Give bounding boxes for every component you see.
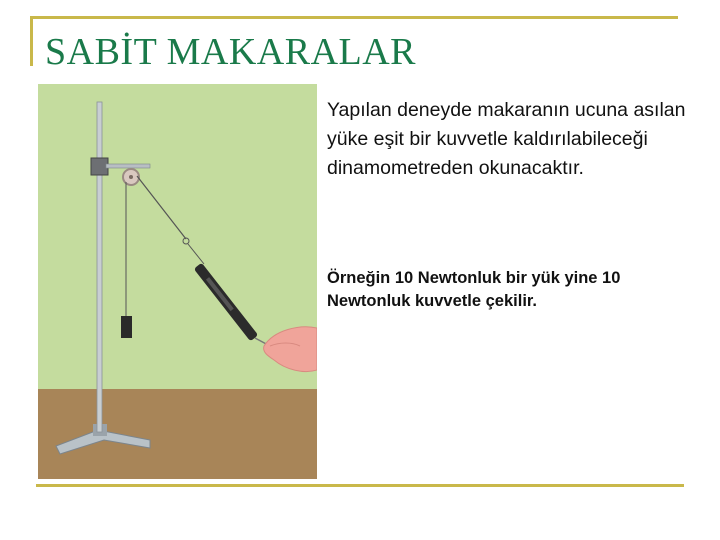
bottom-rule [36, 484, 684, 487]
floor-background [38, 389, 317, 479]
hanging-weight [121, 316, 132, 338]
title-frame-left [30, 16, 33, 66]
slide-body [327, 96, 697, 313]
paragraph-example: Örneğin 10 Newtonluk bir yük yine 10 Newtonluk kuvvetle çekilir. [327, 269, 621, 310]
fixed-pulley-experiment-illustration [38, 84, 317, 479]
stand-rod [97, 102, 102, 432]
rod-clamp [91, 158, 108, 175]
paragraph-experiment: Yapılan deneyde makaranın ucuna asılan yüke eşit bir kuvvetle kaldırılabileceği dinamometreden okunacaktır. [327, 99, 686, 179]
pulley-arm [106, 164, 150, 168]
title-frame-top [30, 16, 678, 19]
slide-title: SABİT MAKARALAR [45, 31, 417, 73]
